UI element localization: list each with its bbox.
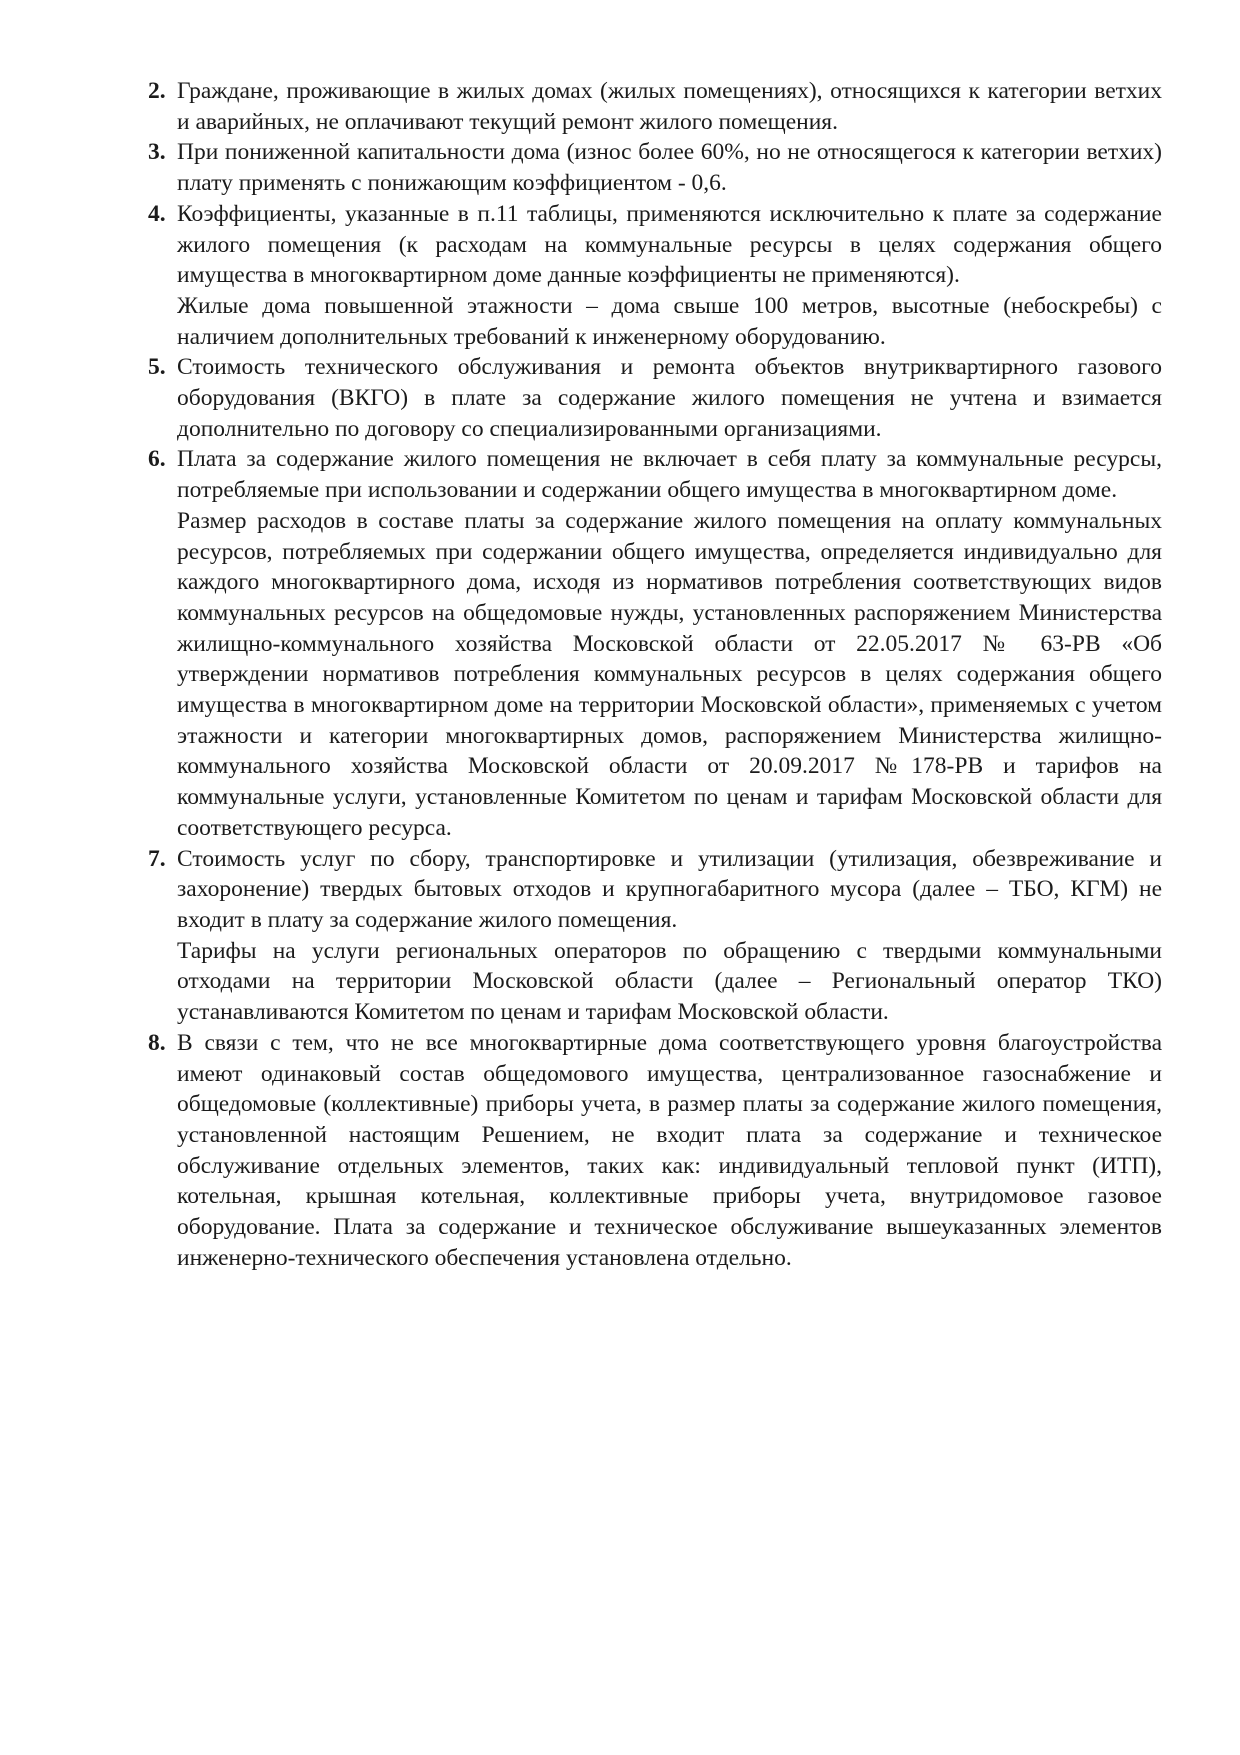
item-paragraph: Тарифы на услуги региональных операторов по обращению с твердыми коммунальными отходами на территории Московской области (далее – Региональный оператор ТКО) устанавливаются Комитетом по ценам и тарифам Московской области.: [177, 937, 1162, 1026]
item-paragraph: Коэффициенты, указанные в п.11 таблицы, применяются исключительно к плате за содержание жилого помещения (к расходам на коммунальные ресурсы в целях содержания общего имущества в многоквартирном доме данные коэффициенты не применяются).: [177, 200, 1162, 289]
item-body: [177, 1028, 1162, 1274]
numbered-list: [148, 76, 1162, 1273]
item-paragraph: Плата за содержание жилого помещения не включает в себя плату за коммунальные ресурсы, потребляемые при использовании и содержании общего имущества в многоквартирном доме.: [177, 446, 1162, 504]
list-item-8: [148, 1028, 1162, 1274]
list-item-4: [148, 199, 1162, 353]
item-body: [177, 444, 1162, 843]
list-item-5: [148, 352, 1162, 444]
item-number: 5.: [148, 354, 166, 381]
item-paragraph: При пониженной капитальности дома (износ более 60%, но не относящегося к категории ветхих) плату применять с понижающим коэффициентом - 0,6.: [177, 139, 1162, 197]
item-paragraph: Жилые дома повышенной этажности – дома свыше 100 метров, высотные (небоскребы) с наличием дополнительных требований к инженерному оборудованию.: [177, 292, 1162, 350]
item-paragraph: Размер расходов в составе платы за содержание жилого помещения на оплату коммунальных ресурсов, потребляемых при содержании общего имущества, определяется индивидуально для каждого многоквартирного дома, исходя из нормативов потребления соответствующих видов коммунальных ресурсов на общедомовые нужды, установленных распоряжением Министерства жилищно-коммунального хозяйства Московской области от 22.05.2017 № 63-РВ «Об утверждении нормативов потребления коммунальных ресурсов в целях содержания общего имущества в многоквартирном доме на территории Московской области», применяемых с учетом этажности и категории многоквартирных домов, распоряжением Министерства жилищно-коммунального хозяйства Московской области от 20.09.2017 №178-РВ и тарифов на коммунальные услуги, установленные Комитетом по ценам и тарифам Московской области для соответствующего ресурса.: [177, 507, 1162, 841]
item-paragraph: Граждане, проживающие в жилых домах (жилых помещениях), относящихся к категории ветхих и аварийных, не оплачивают текущий ремонт жилого помещения.: [177, 78, 1162, 135]
item-body: [177, 199, 1162, 353]
item-number: 8.: [148, 1029, 166, 1056]
list-item-2: [148, 76, 1162, 137]
item-body: [177, 76, 1162, 137]
list-item-3: [148, 137, 1162, 198]
item-number: 4.: [148, 200, 166, 227]
item-body: [177, 137, 1162, 198]
item-number: 6.: [148, 446, 166, 473]
item-body: [177, 844, 1162, 1028]
item-number: 2.: [148, 78, 166, 104]
item-paragraph: Стоимость технического обслуживания и ремонта объектов внутриквартирного газового оборудования (ВКГО) в плате за содержание жилого помещения не учтена и взимается дополнительно по договору со специализированными организациями.: [177, 354, 1162, 442]
item-number: 7.: [148, 845, 166, 872]
item-paragraph: Стоимость услуг по сбору, транспортировке и утилизации (утилизация, обезвреживание и захоронение) твердых бытовых отходов и крупногабаритного мусора (далее – ТБО, КГМ) не входит в плату за содержание жилого помещения.: [177, 845, 1162, 933]
item-body: [177, 352, 1162, 444]
item-paragraph: В связи с тем, что не все многоквартирные дома соответствующего уровня благоустройства имеют одинаковый состав общедомового имущества, централизованное газоснабжение и общедомовые (коллективные) приборы учета, в размер платы за содержание жилого помещения, установленной настоящим Решением, не входит плата за содержание и техническое обслуживание отдельных элементов, таких как: индивидуальный тепловой пункт (ИТП), котельная, крышная котельная, коллективные приборы учета, внутридомовое газовое оборудование. Плата за содержание и техническое обслуживание вышеуказанных элементов инженерно-технического обеспечения установлена отдельно.: [177, 1029, 1162, 1271]
list-item-6: [148, 444, 1162, 843]
item-number: 3.: [148, 139, 166, 166]
list-item-7: [148, 844, 1162, 1028]
